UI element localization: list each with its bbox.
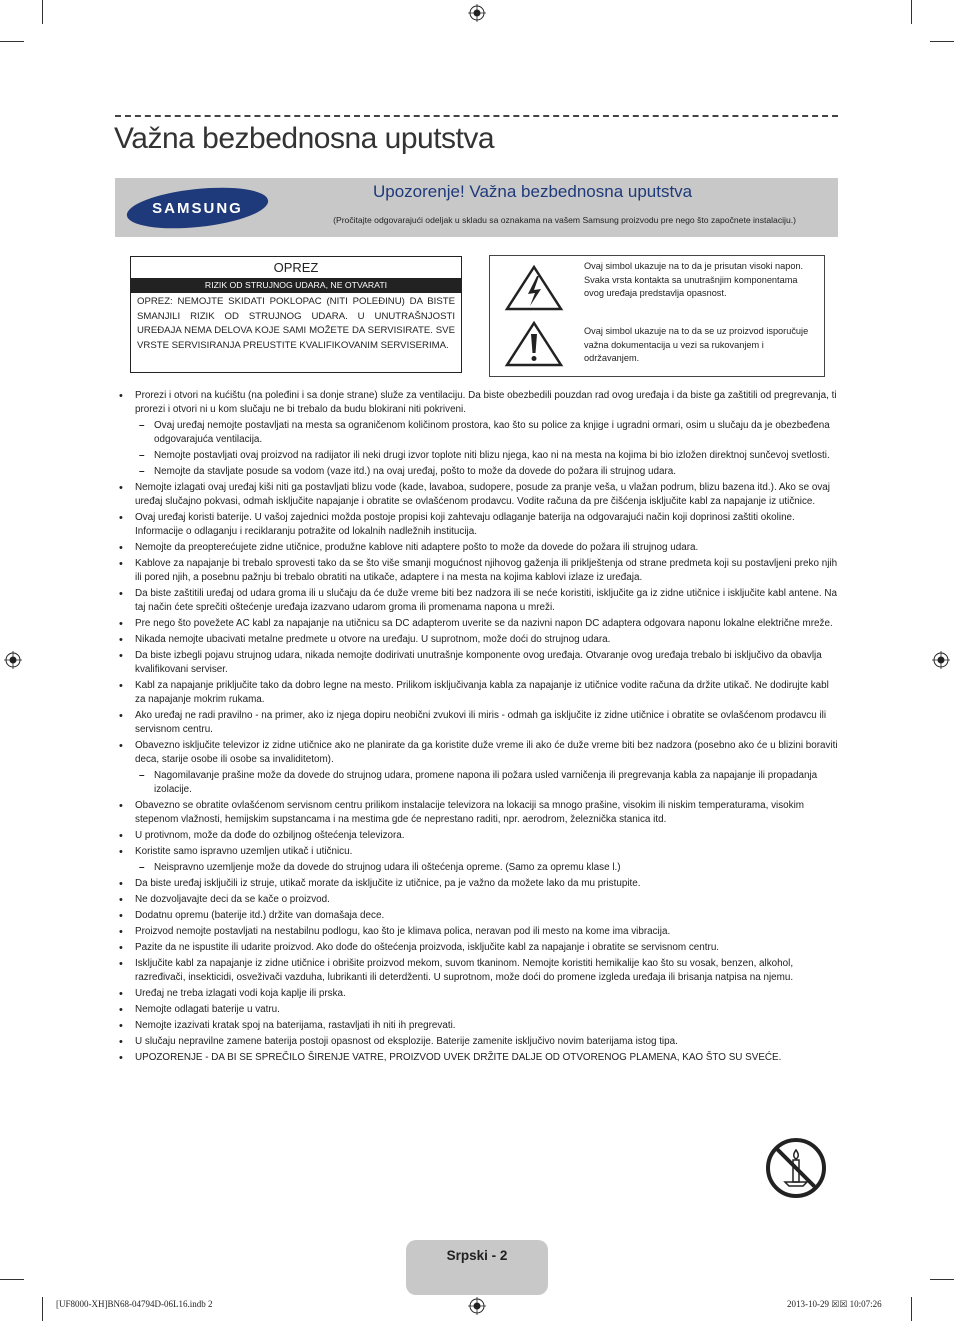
sub-list-item: – Nagomilavanje prašine može da dovede do strujnog udara, promene napona ili požara usled varničenja ili pregrevanja kabla za napajanje ili propadanja izolacije. (118, 769, 840, 797)
list-item: • Obavezno isključite televizor iz zidne utičnice ako ne planirate da ga koristite duže vreme ili ako će duže vreme biti bez nadzora (posebno ako će u blizini boraviti deca, starije osobe ili osobe sa invaliditetom). (118, 739, 840, 767)
crop-mark (42, 1297, 43, 1321)
list-item: • Ako uređaj ne radi pravilno - na primer, ako iz njega dopiru neobični zvukovi ili miris - odmah ga isključite iz zidne utičnice i obratite se ovlašćenom prodavcu ili servisnom centru. (118, 709, 840, 737)
registration-mark-icon (4, 651, 22, 669)
list-item: • Ovaj uređaj koristi baterije. U vašoj zajednici možda postoje propisi koji zahtevaju odlaganje baterija na odgovarajući način koji doprinosi zaštiti okoline. Informacije o odlaganju i reciklaranju potražite od lokalnih nadležnih institucija. (118, 511, 840, 539)
sub-list-item: – Neispravno uzemljenje može da dovede do strujnog udara ili oštećenja opreme. (Samo za opremu klase l.) (118, 861, 840, 875)
page-number-box (406, 1240, 548, 1295)
list-item: • Nemojte izlagati ovaj uređaj kiši niti ga postavljati blizu vode (kade, lavaboa, sudopere, posude za pranje veša, u vlažan podrum, blizu bazena itd.). Ako se ovaj uređaj slučajno pokvasi, odmah isključite napajanje i obratite se ovlašćenom prodavcu. Vodite računa da pre čišćenja isključite kabl za napajanje iz utičnice. (118, 481, 840, 509)
list-item: • Kabl za napajanje priključite tako da dobro legne na mesto. Prilikom isključivanja kabla za napajanje iz utičnice vodite računa da držite utikač. Ne dodirujte kabl za napajanje mokrim rukama. (118, 679, 840, 707)
page-number: Srpski - 2 (446, 1248, 508, 1263)
list-item: • Nemojte izazivati kratak spoj na baterijama, rastavljati ih niti ih pregrevati. (118, 1019, 840, 1033)
list-item: • Prorezi i otvori na kućištu (na poleđini i sa donje strane) služe za ventilaciju. Da biste obezbedili pouzdan rad ovog uređaja i da biste ga zaštitili od pregrevanja, ti prorezi i otvori ni u kom slučaju ne bi trebalo da budu blokirani niti pokriveni. (118, 389, 840, 417)
logo-text: SAMSUNG (152, 200, 243, 217)
crop-mark (930, 1279, 954, 1280)
list-item: • Kablove za napajanje bi trebalo sprovesti tako da se što više smanji mogućnost njihovog gaženja ili priklještenja od strane predmeta koji su postavljeni preko njih ili pored njih, a posebnu pažnju bi trebalo obratiti na utikače, adaptere i na mesta na kojima kablovi izlaze iz uređaja. (118, 557, 840, 585)
high-voltage-icon (504, 264, 564, 312)
list-item: • Nikada nemojte ubacivati metalne predmete u otvore na uređaju. U suprotnom, može doći do strujnog udara. (118, 633, 840, 647)
list-item: • Da biste uređaj isključili iz struje, utikač morate da isključite iz utičnice, pa je važno da možete lako da mu pristupite. (118, 877, 840, 891)
list-item: • Nemojte odlagati baterije u vatru. (118, 1003, 840, 1017)
symbol-legend (489, 255, 825, 377)
no-candle-icon (765, 1137, 827, 1199)
crop-mark (0, 41, 24, 42)
crop-mark (911, 1297, 912, 1321)
list-item: • Isključite kabl za napajanje iz zidne utičnice i obrišite proizvod mekom, suvom tkaninom. Nemojte koristiti hemikalije kao što su vosak, benzen, alkohol, razređivači, insekticidi, osveživači vazduha, lubrikanti ili deterdženti. U suprotnom, može doći do promene izgleda uređaja ili brisanja natpisa na njemu. (118, 957, 840, 985)
samsung-logo (125, 186, 270, 230)
footer-timestamp: 2013-10-29 ☒☒ 10:07:26 (787, 1299, 882, 1309)
crop-mark (0, 1279, 24, 1280)
list-item: • U protivnom, može da dođe do ozbiljnog oštećenja televizora. (118, 829, 840, 843)
caution-heading: OPREZ (273, 260, 319, 275)
list-item: • Obavezno se obratite ovlašćenom servisnom centru prilikom instalacije televizora na lokaciji sa mnogo prašine, visokim ili niskim temperaturama, visokim stepenom vlažnosti, hemijskim supstancama i na mestima gde će neprestano raditi, npr. aerodrom, železnička stanica itd. (118, 799, 840, 827)
page-title: Važna bezbednosna uputstva (114, 122, 495, 155)
sub-list-item: – Nemojte postavljati ovaj proizvod na radijator ili neki drugi izvor toplote niti blizu njega, kao ni na mesta na kojima bi bio izložen direktnoj sunčevoj svetlosti. (118, 449, 840, 463)
list-item: • Pre nego što povežete AC kabl za napajanje na utičnicu sa DC adapterom uverite se da nazivni napon DC adaptera odgovara naponu lokalne električne mreže. (118, 617, 840, 631)
symbol-description: Ovaj simbol ukazuje na to da je prisutan visoki napon. Svaka vrsta kontakta sa unutrašnjim komponentama ovog uređaja predstavlja opasnost. (584, 261, 804, 298)
title-divider (115, 115, 838, 117)
list-item: • Uređaj ne treba izlagati vodi koja kaplje ili prska. (118, 987, 840, 1001)
safety-instructions-list (118, 389, 840, 1067)
footer-file-info: [UF8000-XH]BN68-04794D-06L16.indb 2 (56, 1299, 213, 1309)
caution-box (130, 256, 462, 373)
exclamation-icon (504, 320, 564, 368)
registration-mark-icon (468, 4, 486, 22)
warning-banner (115, 178, 838, 237)
sub-list-item: – Nemojte da stavljate posude sa vodom (vaze itd.) na ovaj uređaj, pošto to može da dovede do požara ili strujnog udara. (118, 465, 840, 479)
caution-bar: RIZIK OD STRUJNOG UDARA, NE OTVARATI (131, 278, 461, 293)
list-item: • Da biste zaštitili uređaj od udara groma ili u slučaju da će duže vreme biti bez nadzora ili se neće koristiti, isključite ga iz zidne utičnice i isključite kabl antene. Na taj način ćete sprečiti oštećenje uređaja izazvano udarom groma ili promenama napona u mreži. (118, 587, 840, 615)
banner-subtitle: (Pročitajte odgovarajući odeljak u skladu sa oznakama na vašem Samsung proizvodu pre nego što započnete instalaciju.) (333, 215, 796, 225)
list-item: • U slučaju nepravilne zamene baterija postoji opasnost od eksplozije. Baterije zamenite isključivo novim baterijama istog tipa. (118, 1035, 840, 1049)
symbol-description: Ovaj simbol ukazuje na to da se uz proizvod isporučuje važna dokumentacija u vezi sa rukovanjem i održavanjem. (584, 326, 809, 363)
registration-mark-icon (468, 1297, 486, 1315)
crop-mark (930, 41, 954, 42)
list-item: • Da biste izbegli pojavu strujnog udara, nikada nemojte dodirivati unutrašnje komponente ovog uređaja. Otvaranje ovog uređaja trebalo bi isključivo da obavlja kvalifikovani serviser. (118, 649, 840, 677)
crop-mark (911, 0, 912, 24)
caution-text: OPREZ: NEMOJTE SKIDATI POKLOPAC (NITI POLEĐINU) DA BISTE SMANJILI RIZIK OD STRUJNOG UDARA. U UNUTRAŠNJOSTI UREĐAJA NEMA DELOVA KOJE SAMI MOŽETE DA SERVISIRATE. SVE VRSTE SERVISIRANJA PREUSTITE KVALIFIKOVANIM SERVISERIMA. (137, 296, 455, 351)
list-item: • Pazite da ne ispustite ili udarite proizvod. Ako dođe do oštećenja proizvoda, isključite kabl za napajanje i obratite se servisnom centru. (118, 941, 840, 955)
banner-heading: Upozorenje! Važna bezbednosna uputstva (373, 182, 693, 201)
list-item: • Ne dozvoljavajte deci da se kače o proizvod. (118, 893, 840, 907)
list-item: • UPOZORENJE - DA BI SE SPREČILO ŠIRENJE VATRE, PROIZVOD UVEK DRŽITE DALJE OD OTVORENOG PLAMENA, KAO ŠTO SU SVEĆE. (118, 1051, 840, 1065)
list-item: • Koristite samo ispravno uzemljen utikač i utičnicu. (118, 845, 840, 859)
list-item: • Dodatnu opremu (baterije itd.) držite van domašaja dece. (118, 909, 840, 923)
list-item: • Proizvod nemojte postavljati na nestabilnu podlogu, kao što je klimava polica, neravan pod ili mesto na kome ima vibracija. (118, 925, 840, 939)
list-item: • Nemojte da preopterećujete zidne utičnice, produžne kablove niti adaptere pošto to može da dovede do požara ili strujnog udara. (118, 541, 840, 555)
sub-list-item: – Ovaj uređaj nemojte postavljati na mesta sa ograničenom količinom prostora, kao što su police za knjige i ugradni ormari, osim u slučaju da je obezbeđena odgovarajuća ventilacija. (118, 419, 840, 447)
crop-mark (42, 0, 43, 24)
registration-mark-icon (932, 651, 950, 669)
